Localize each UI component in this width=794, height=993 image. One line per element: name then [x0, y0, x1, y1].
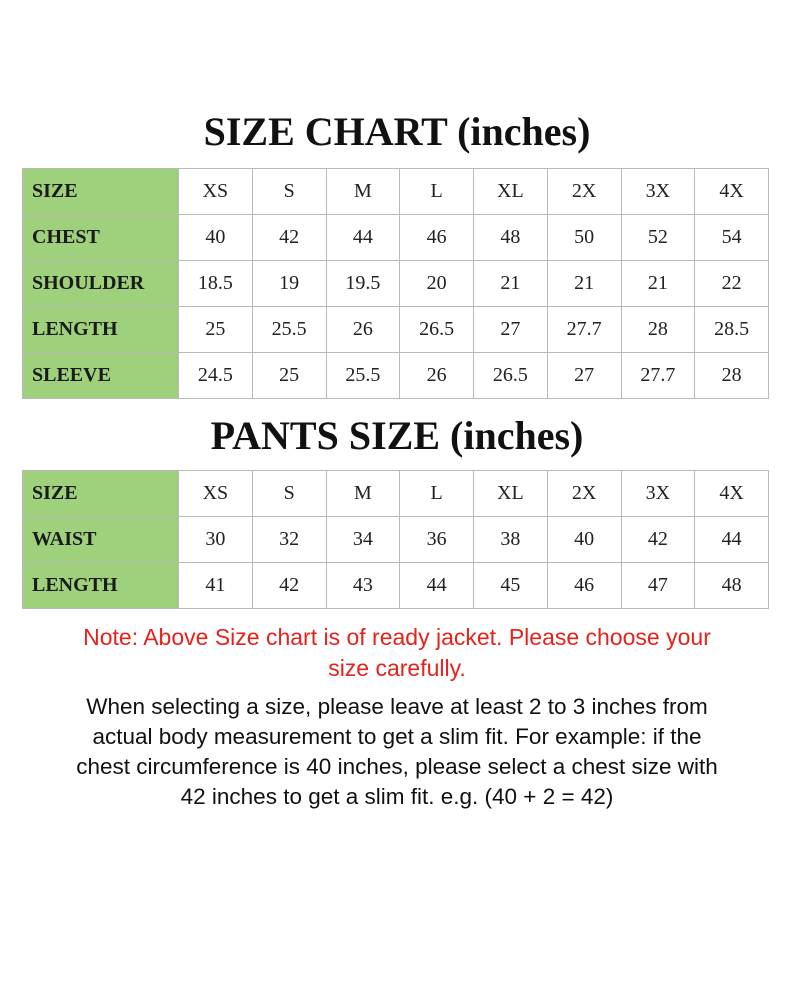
table-cell: 21 [547, 261, 621, 307]
table-cell: 25 [252, 353, 326, 399]
table-cell: 21 [474, 261, 548, 307]
jacket-size-chart-title: SIZE CHART (inches) [203, 109, 591, 154]
table-cell: L [400, 169, 474, 215]
table-cell: 46 [547, 563, 621, 609]
table-cell: XL [474, 471, 548, 517]
table-cell: 22 [695, 261, 769, 307]
pants-size-chart-title: PANTS SIZE (inches) [210, 413, 584, 458]
table-cell: 52 [621, 215, 695, 261]
table-row [23, 307, 769, 353]
table-cell: 2X [547, 169, 621, 215]
table-row [23, 353, 769, 399]
table-cell: 48 [695, 563, 769, 609]
table-row [23, 471, 769, 517]
table-cell: 38 [474, 517, 548, 563]
table-cell: 19 [252, 261, 326, 307]
table-cell: 36 [400, 517, 474, 563]
table-row [23, 261, 769, 307]
table-cell: 54 [695, 215, 769, 261]
table-cell: 20 [400, 261, 474, 307]
table-cell: 47 [621, 563, 695, 609]
table-cell: 27 [474, 307, 548, 353]
table-cell: 50 [547, 215, 621, 261]
table-cell: 44 [400, 563, 474, 609]
table-cell: 28 [695, 353, 769, 399]
table-cell: 46 [400, 215, 474, 261]
table-row [23, 563, 769, 609]
table-cell: M [326, 471, 400, 517]
table-cell: 40 [547, 517, 621, 563]
row-label-length: LENGTH [23, 563, 179, 609]
table-cell: 2X [547, 471, 621, 517]
table-cell: 42 [621, 517, 695, 563]
table-cell: M [326, 169, 400, 215]
table-cell: 28.5 [695, 307, 769, 353]
table-cell: 18.5 [179, 261, 253, 307]
table-cell: 30 [179, 517, 253, 563]
table-cell: 25 [179, 307, 253, 353]
row-label-size: SIZE [23, 471, 179, 517]
pants-size-table [22, 470, 769, 609]
note-line: size carefully. [328, 655, 466, 681]
table-cell: L [400, 471, 474, 517]
row-label-chest: CHEST [23, 215, 179, 261]
table-cell: 26 [326, 307, 400, 353]
row-label-sleeve: SLEEVE [23, 353, 179, 399]
table-cell: 4X [695, 471, 769, 517]
table-cell: 41 [179, 563, 253, 609]
table-cell: 45 [474, 563, 548, 609]
table-cell: XL [474, 169, 548, 215]
table-cell: 44 [695, 517, 769, 563]
table-row [23, 517, 769, 563]
table-cell: 43 [326, 563, 400, 609]
row-label-length: LENGTH [23, 307, 179, 353]
table-cell: 27.7 [547, 307, 621, 353]
table-cell: 26.5 [400, 307, 474, 353]
advice-line: actual body measurement to get a slim fit. For example: if the [92, 724, 702, 749]
table-cell: 27 [547, 353, 621, 399]
table-cell: 42 [252, 215, 326, 261]
table-cell: 42 [252, 563, 326, 609]
table-cell: 44 [326, 215, 400, 261]
table-cell: 3X [621, 471, 695, 517]
advice-line: When selecting a size, please leave at least 2 to 3 inches from [86, 694, 708, 719]
table-cell: 24.5 [179, 353, 253, 399]
table-cell: 32 [252, 517, 326, 563]
row-label-size: SIZE [23, 169, 179, 215]
table-cell: 26.5 [474, 353, 548, 399]
table-cell: S [252, 471, 326, 517]
table-row [23, 169, 769, 215]
note-line: Note: Above Size chart is of ready jacket. Please choose your [83, 624, 711, 650]
table-cell: 25.5 [326, 353, 400, 399]
jacket-size-table [22, 168, 769, 399]
advice-line: chest circumference is 40 inches, please select a chest size with [76, 754, 718, 779]
table-cell: S [252, 169, 326, 215]
table-cell: 28 [621, 307, 695, 353]
table-cell: 21 [621, 261, 695, 307]
row-label-shoulder: SHOULDER [23, 261, 179, 307]
table-cell: 48 [474, 215, 548, 261]
table-cell: 34 [326, 517, 400, 563]
table-row [23, 215, 769, 261]
table-cell: 19.5 [326, 261, 400, 307]
table-cell: 3X [621, 169, 695, 215]
table-cell: 27.7 [621, 353, 695, 399]
table-cell: 4X [695, 169, 769, 215]
advice-line: 42 inches to get a slim fit. e.g. (40 + 2 = 42) [180, 784, 614, 809]
size-note [20, 622, 774, 684]
table-cell: 26 [400, 353, 474, 399]
row-label-waist: WAIST [23, 517, 179, 563]
table-cell: 25.5 [252, 307, 326, 353]
fit-advice-text [14, 692, 780, 812]
table-cell: 40 [179, 215, 253, 261]
table-cell: XS [179, 471, 253, 517]
table-cell: XS [179, 169, 253, 215]
